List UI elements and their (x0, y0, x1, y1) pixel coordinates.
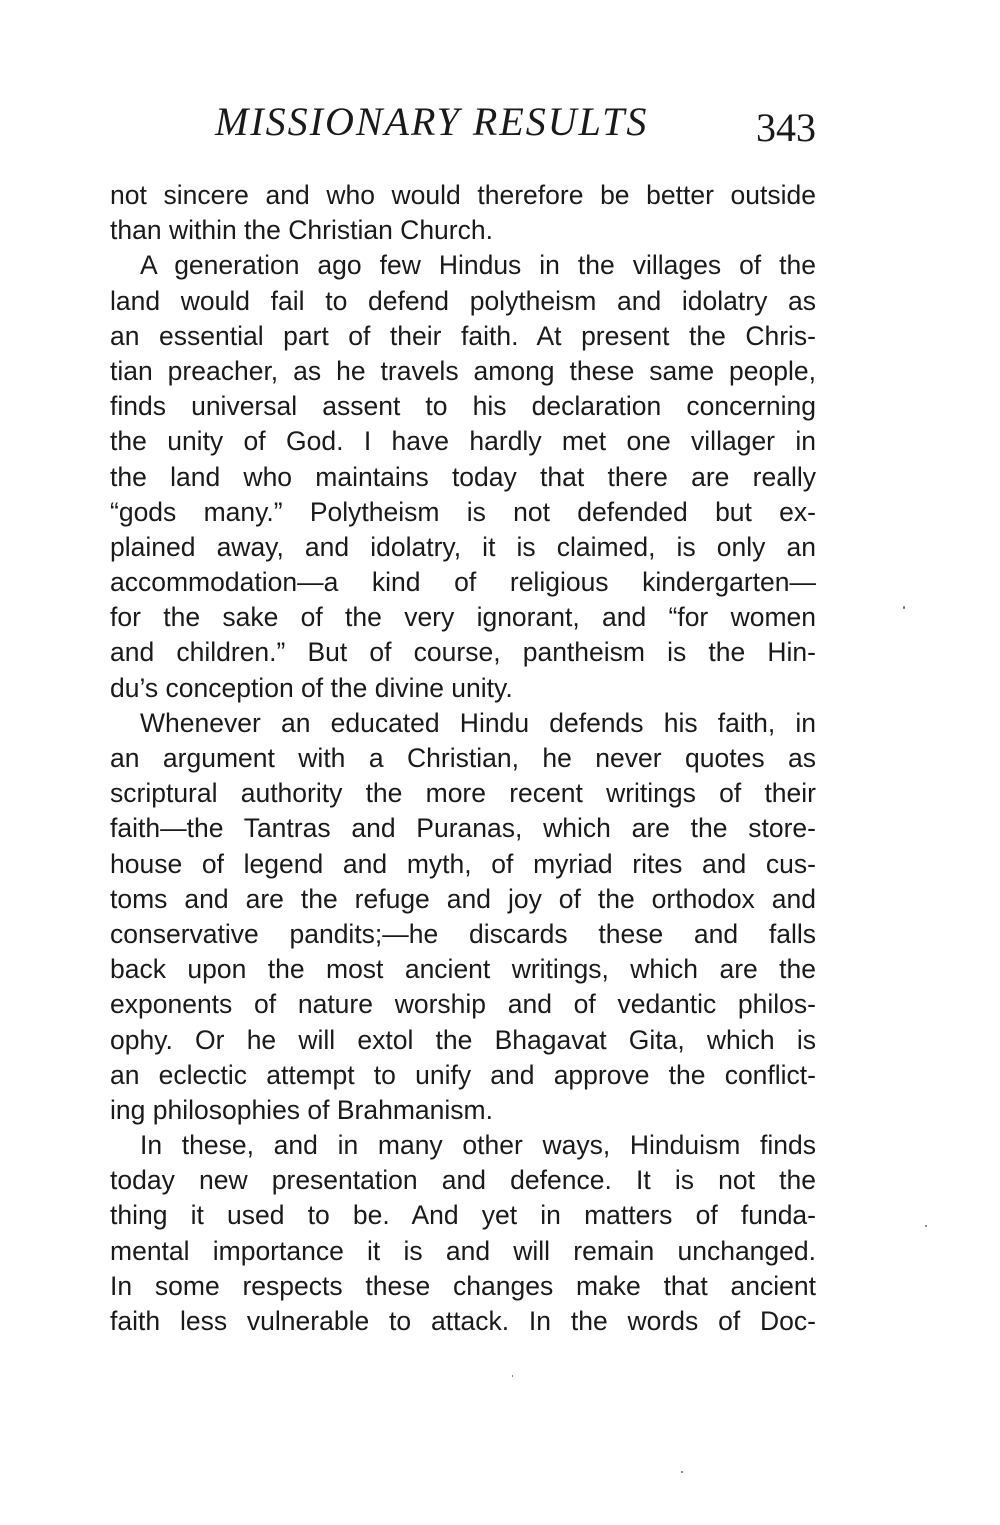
text-line: mental importance it is and will remain unchanged. (110, 1235, 816, 1266)
text-line: Whenever an educated Hindu defends his faith, in (140, 707, 816, 738)
scan-speck (925, 1225, 927, 1227)
text-line: the land who maintains today that there are really (110, 461, 816, 492)
text-line: the unity of God. I have hardly met one villager in (110, 426, 816, 457)
paragraph (110, 248, 816, 705)
text-line: toms and are the refuge and joy of the orthodox and (110, 883, 816, 914)
text-line: than within the Christian Church. (110, 215, 493, 246)
text-line: thing it used to be. And yet in matters of funda- (110, 1200, 816, 1231)
text-line: house of legend and myth, of myriad rites and cus- (110, 848, 816, 879)
text-line: an essential part of their faith. At present the Chris- (110, 320, 816, 351)
text-line: faith—the Tantras and Puranas, which are the store- (110, 813, 816, 844)
paragraph (110, 178, 816, 248)
scan-speck (512, 1375, 513, 1377)
text-line: scriptural authority the more recent writings of their (110, 778, 816, 809)
text-line: faith less vulnerable to attack. In the words of Doc- (110, 1306, 816, 1336)
text-line: back upon the most ancient writings, which are the (110, 954, 816, 985)
text-line: an argument with a Christian, he never quotes as (110, 743, 816, 773)
running-head (110, 98, 816, 158)
text-line: accommodation—a kind of religious kindergarten— (110, 567, 816, 598)
text-line: du’s conception of the divine unity. (110, 672, 513, 703)
text-line: today new presentation and defence. It is not the (110, 1165, 816, 1196)
running-title: MISSIONARY RESULTS (215, 99, 649, 144)
text-line: In these, and in many other ways, Hinduism finds (140, 1130, 816, 1161)
text-line: conservative pandits;—he discards these and falls (110, 918, 816, 949)
paragraph (110, 706, 816, 1128)
body-text (110, 178, 816, 1339)
text-line: for the sake of the very ignorant, and “for women (110, 602, 816, 633)
scan-speck (903, 606, 905, 609)
page-number: 343 (756, 105, 816, 150)
text-line: ophy. Or he will extol the Bhagavat Gita, which is (110, 1024, 816, 1055)
text-line: ing philosophies of Brahmanism. (110, 1094, 493, 1125)
text-line: land would fail to defend polytheism and idolatry as (110, 285, 816, 316)
scan-speck (681, 1471, 683, 1473)
text-line: “gods many.” Polytheism is not defended but ex- (110, 496, 816, 527)
text-line: A generation ago few Hindus in the villages of the (140, 250, 816, 281)
text-line: an eclectic attempt to unify and approve the conflict- (110, 1059, 816, 1090)
text-line: plained away, and idolatry, it is claimed, is only an (110, 531, 816, 562)
paragraph (110, 1128, 816, 1339)
text-line: not sincere and who would therefore be better outside (110, 180, 816, 210)
text-line: finds universal assent to his declaration concerning (110, 391, 816, 422)
text-line: In some respects these changes make that ancient (110, 1270, 816, 1301)
text-line: tian preacher, as he travels among these same people, (110, 355, 816, 386)
text-line: exponents of nature worship and of vedantic philos- (110, 989, 816, 1020)
text-line: and children.” But of course, pantheism is the Hin- (110, 637, 816, 668)
